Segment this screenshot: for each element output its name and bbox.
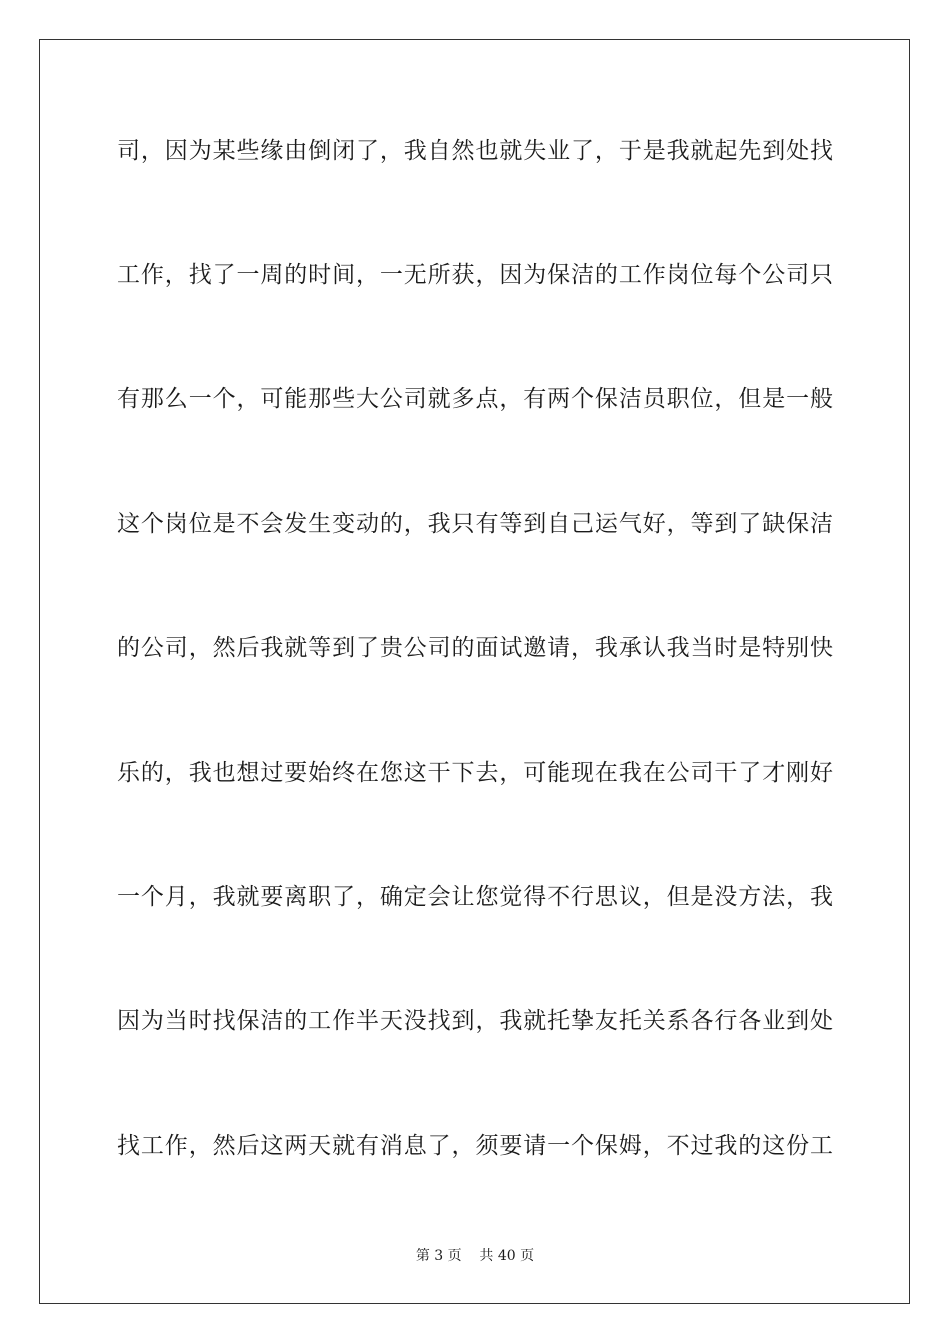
- body-text-line: 这个岗位是不会发生变动的，我只有等到自己运气好，等到了缺保洁: [117, 511, 833, 537]
- page-frame: [39, 39, 910, 1304]
- body-text-line: 有那么一个，可能那些大公司就多点，有两个保洁员职位，但是一般: [117, 386, 833, 412]
- body-text-line: 找工作，然后这两天就有消息了，须要请一个保姆，不过我的这份工: [117, 1133, 833, 1159]
- body-text-line: 的公司，然后我就等到了贵公司的面试邀请，我承认我当时是特别快: [117, 635, 833, 661]
- body-text-line: 司，因为某些缘由倒闭了，我自然也就失业了，于是我就起先到处找: [117, 138, 833, 164]
- body-text-line: 工作，找了一周的时间，一无所获，因为保洁的工作岗位每个公司只: [117, 262, 833, 288]
- body-text-line: 乐的，我也想过要始终在您这干下去，可能现在我在公司干了才刚好: [117, 760, 833, 786]
- body-text-line: 因为当时找保洁的工作半天没找到，我就托挚友托关系各行各业到处: [117, 1008, 833, 1034]
- body-text-line: 一个月，我就要离职了，确定会让您觉得不行思议，但是没方法，我: [117, 884, 833, 910]
- page-number-footer: 第 3 页 共 40 页: [415, 1248, 535, 1264]
